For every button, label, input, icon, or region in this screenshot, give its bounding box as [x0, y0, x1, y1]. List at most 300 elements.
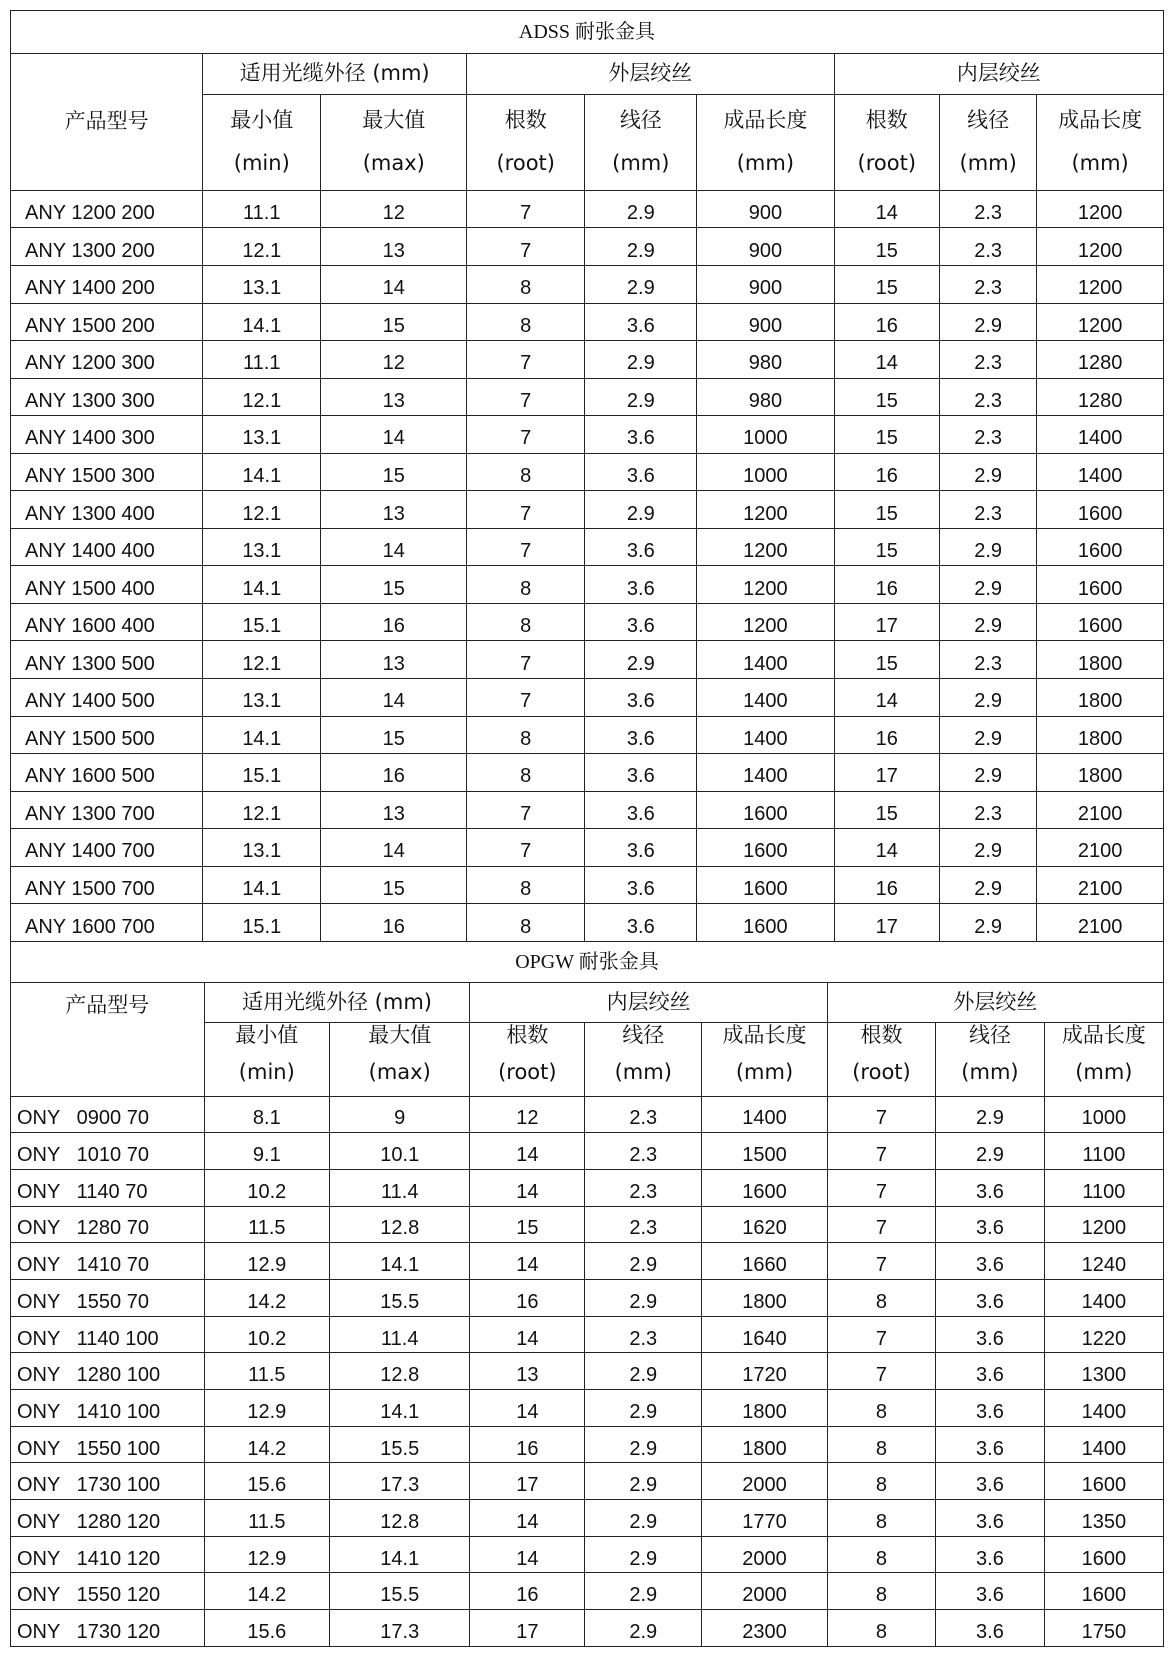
adss-cell-wire-b: 2.9 [940, 453, 1037, 491]
opgw-cell-count-b: 7 [827, 1353, 935, 1390]
opgw-cell-count-a: 17 [470, 1463, 585, 1500]
opgw-cell-model: ONY 1280 70 [11, 1206, 205, 1243]
opgw-inner-count-header: 根数 (root) [470, 1022, 585, 1096]
opgw-cell-count-a: 12 [470, 1096, 585, 1133]
spec-sheet [10, 10, 1164, 1647]
table-row [11, 1426, 1164, 1463]
adss-cell-count-b: 17 [834, 603, 940, 641]
adss-cell-wire-b: 2.3 [940, 341, 1037, 379]
adss-cell-length-b: 1400 [1037, 416, 1164, 454]
opgw-cell-min: 15.6 [204, 1610, 329, 1647]
opgw-cell-count-b: 8 [827, 1536, 935, 1573]
opgw-cell-count-b: 7 [827, 1133, 935, 1170]
opgw-cell-count-b: 8 [827, 1426, 935, 1463]
adss-cell-min: 14.1 [203, 453, 321, 491]
adss-cell-wire-a: 3.6 [585, 716, 697, 754]
opgw-cell-wire-a: 2.3 [585, 1169, 702, 1206]
opgw-cell-max: 15.5 [330, 1279, 470, 1316]
table-row [11, 1316, 1164, 1353]
opgw-cell-wire-a: 2.9 [585, 1426, 702, 1463]
adss-cell-length-b: 1800 [1037, 716, 1164, 754]
opgw-cell-max: 14.1 [330, 1243, 470, 1280]
adss-cell-min: 15.1 [203, 754, 321, 792]
opgw-cell-min: 12.9 [204, 1390, 329, 1427]
opgw-cell-count-a: 16 [470, 1573, 585, 1610]
adss-cell-count-b: 17 [834, 754, 940, 792]
table-row [11, 754, 1164, 792]
adss-cell-length-a: 1200 [697, 528, 834, 566]
opgw-cell-count-a: 14 [470, 1133, 585, 1170]
adss-cell-count-b: 15 [834, 528, 940, 566]
adss-cell-count-b: 15 [834, 491, 940, 529]
adss-cell-count-b: 14 [834, 829, 940, 867]
opgw-outer-wire-header: 线径 (mm) [936, 1022, 1044, 1096]
opgw-cell-length-b: 1600 [1044, 1463, 1163, 1500]
adss-cell-min: 12.1 [203, 641, 321, 679]
adss-cell-length-b: 2100 [1037, 829, 1164, 867]
adss-cell-wire-a: 3.6 [585, 603, 697, 641]
adss-cell-length-a: 900 [697, 228, 834, 266]
opgw-inner-wire-header: 线径 (mm) [585, 1022, 702, 1096]
adss-cell-model: ANY 1600 700 [11, 904, 203, 942]
opgw-cell-length-a: 2000 [702, 1573, 827, 1610]
opgw-cell-wire-b: 3.6 [936, 1169, 1044, 1206]
table-row [11, 603, 1164, 641]
opgw-cell-wire-a: 2.9 [585, 1279, 702, 1316]
opgw-outer-header: 外层绞丝 [827, 982, 1163, 1022]
adss-cell-wire-b: 2.9 [940, 528, 1037, 566]
opgw-cell-length-b: 1240 [1044, 1243, 1163, 1280]
adss-cell-length-b: 1600 [1037, 491, 1164, 529]
adss-cell-max: 14 [321, 416, 467, 454]
opgw-cell-length-a: 1400 [702, 1096, 827, 1133]
opgw-inner-length-header: 成品长度 (mm) [702, 1022, 827, 1096]
opgw-cell-wire-b: 3.6 [936, 1279, 1044, 1316]
adss-cell-model: ANY 1500 500 [11, 716, 203, 754]
adss-cell-wire-a: 2.9 [585, 341, 697, 379]
opgw-cell-wire-a: 2.9 [585, 1536, 702, 1573]
adss-outer-count-header: 根数 (root) [467, 94, 585, 190]
adss-cell-count-a: 8 [467, 566, 585, 604]
opgw-cell-min: 9.1 [204, 1133, 329, 1170]
opgw-cell-wire-b: 3.6 [936, 1536, 1044, 1573]
opgw-cell-count-a: 14 [470, 1316, 585, 1353]
opgw-cell-wire-a: 2.9 [585, 1573, 702, 1610]
table-row [11, 1096, 1164, 1133]
opgw-cell-wire-a: 2.9 [585, 1500, 702, 1537]
adss-cell-min: 14.1 [203, 303, 321, 341]
opgw-cell-count-b: 8 [827, 1463, 935, 1500]
opgw-max-header: 最大值 (max) [330, 1022, 470, 1096]
adss-cell-length-b: 1280 [1037, 341, 1164, 379]
table-row [11, 1206, 1164, 1243]
adss-cell-count-b: 16 [834, 866, 940, 904]
opgw-cell-model: ONY 1550 70 [11, 1279, 205, 1316]
opgw-cell-wire-a: 2.9 [585, 1353, 702, 1390]
table-row [11, 829, 1164, 867]
opgw-cell-max: 14.1 [330, 1536, 470, 1573]
table-row [11, 866, 1164, 904]
opgw-cell-length-a: 2000 [702, 1463, 827, 1500]
adss-cell-length-a: 1400 [697, 716, 834, 754]
adss-outer-wire-header: 线径 (mm) [585, 94, 697, 190]
adss-cell-length-b: 1800 [1037, 754, 1164, 792]
table-row [11, 1500, 1164, 1537]
adss-cell-max: 14 [321, 829, 467, 867]
opgw-cell-model: ONY 0900 70 [11, 1096, 205, 1133]
adss-cell-model: ANY 1500 300 [11, 453, 203, 491]
table-row [11, 1463, 1164, 1500]
adss-cell-model: ANY 1500 700 [11, 866, 203, 904]
table-row [11, 190, 1164, 228]
opgw-cell-wire-a: 2.3 [585, 1096, 702, 1133]
adss-cell-count-b: 16 [834, 453, 940, 491]
adss-cell-length-b: 2100 [1037, 791, 1164, 829]
opgw-cell-wire-b: 3.6 [936, 1353, 1044, 1390]
adss-cell-length-b: 1280 [1037, 378, 1164, 416]
adss-cell-wire-a: 3.6 [585, 866, 697, 904]
opgw-cell-wire-b: 3.6 [936, 1500, 1044, 1537]
adss-cell-min: 13.1 [203, 829, 321, 867]
adss-max-header: 最大值 (max) [321, 94, 467, 190]
adss-cell-wire-b: 2.3 [940, 416, 1037, 454]
table-row [11, 1169, 1164, 1206]
adss-cell-model: ANY 1300 300 [11, 378, 203, 416]
opgw-cell-wire-b: 3.6 [936, 1243, 1044, 1280]
adss-cell-max: 13 [321, 791, 467, 829]
adss-cell-model: ANY 1400 500 [11, 678, 203, 716]
adss-cell-wire-a: 2.9 [585, 190, 697, 228]
adss-cell-max: 15 [321, 866, 467, 904]
opgw-cell-wire-a: 2.9 [585, 1243, 702, 1280]
opgw-cell-max: 9 [330, 1096, 470, 1133]
adss-cell-length-a: 1200 [697, 603, 834, 641]
adss-cell-wire-a: 3.6 [585, 453, 697, 491]
opgw-cell-length-a: 2300 [702, 1610, 827, 1647]
adss-cell-wire-a: 3.6 [585, 904, 697, 942]
adss-outer-length-header: 成品长度 (mm) [697, 94, 834, 190]
adss-cell-min: 14.1 [203, 866, 321, 904]
opgw-cell-wire-a: 2.3 [585, 1133, 702, 1170]
adss-cell-length-a: 1000 [697, 416, 834, 454]
opgw-cell-length-a: 1500 [702, 1133, 827, 1170]
opgw-cell-min: 14.2 [204, 1279, 329, 1316]
adss-cell-wire-a: 2.9 [585, 641, 697, 679]
adss-cell-min: 13.1 [203, 416, 321, 454]
adss-cell-count-a: 7 [467, 491, 585, 529]
table-row [11, 378, 1164, 416]
adss-inner-length-header: 成品长度 (mm) [1037, 94, 1164, 190]
opgw-cell-count-a: 15 [470, 1206, 585, 1243]
table-row [11, 1610, 1164, 1647]
table-row [11, 453, 1164, 491]
adss-cell-length-a: 1400 [697, 754, 834, 792]
adss-cell-count-a: 7 [467, 641, 585, 679]
adss-cell-wire-a: 3.6 [585, 829, 697, 867]
adss-cell-count-a: 7 [467, 791, 585, 829]
opgw-cell-length-b: 1000 [1044, 1096, 1163, 1133]
opgw-cell-count-a: 14 [470, 1243, 585, 1280]
adss-cell-count-a: 8 [467, 904, 585, 942]
opgw-cell-min: 12.9 [204, 1243, 329, 1280]
opgw-cell-count-a: 16 [470, 1426, 585, 1463]
opgw-cell-model: ONY 1140 100 [11, 1316, 205, 1353]
adss-diameter-header: 适用光缆外径 (mm) [203, 53, 467, 94]
opgw-cell-model: ONY 1550 120 [11, 1573, 205, 1610]
adss-cell-max: 13 [321, 641, 467, 679]
opgw-cell-count-b: 7 [827, 1243, 935, 1280]
table-row [11, 791, 1164, 829]
adss-cell-length-a: 1600 [697, 866, 834, 904]
adss-cell-count-b: 16 [834, 716, 940, 754]
opgw-cell-model: ONY 1280 120 [11, 1500, 205, 1537]
table-row [11, 1133, 1164, 1170]
opgw-cell-min: 11.5 [204, 1500, 329, 1537]
table-row [11, 678, 1164, 716]
adss-cell-model: ANY 1200 200 [11, 190, 203, 228]
opgw-cell-length-a: 1800 [702, 1426, 827, 1463]
adss-cell-length-b: 1600 [1037, 603, 1164, 641]
adss-cell-max: 13 [321, 228, 467, 266]
opgw-cell-length-b: 1300 [1044, 1353, 1163, 1390]
opgw-cell-model: ONY 1410 120 [11, 1536, 205, 1573]
adss-cell-length-b: 1200 [1037, 228, 1164, 266]
adss-cell-max: 14 [321, 265, 467, 303]
opgw-cell-max: 17.3 [330, 1463, 470, 1500]
table-row [11, 1243, 1164, 1280]
adss-cell-wire-a: 3.6 [585, 754, 697, 792]
adss-table-title: ADSS 耐张金具 [11, 11, 1164, 54]
adss-cell-wire-a: 2.9 [585, 265, 697, 303]
adss-cell-model: ANY 1500 200 [11, 303, 203, 341]
opgw-cell-count-a: 17 [470, 1610, 585, 1647]
opgw-cell-model: ONY 1410 70 [11, 1243, 205, 1280]
opgw-cell-length-b: 1750 [1044, 1610, 1163, 1647]
opgw-cell-count-b: 7 [827, 1316, 935, 1353]
opgw-cell-length-a: 1800 [702, 1390, 827, 1427]
adss-cell-count-a: 8 [467, 603, 585, 641]
adss-cell-count-a: 7 [467, 829, 585, 867]
opgw-cell-wire-b: 2.9 [936, 1096, 1044, 1133]
adss-cell-min: 13.1 [203, 528, 321, 566]
opgw-cell-length-b: 1600 [1044, 1536, 1163, 1573]
opgw-cell-wire-b: 3.6 [936, 1573, 1044, 1610]
adss-cell-wire-b: 2.9 [940, 904, 1037, 942]
adss-outer-header: 外层绞丝 [467, 53, 834, 94]
opgw-cell-wire-a: 2.9 [585, 1390, 702, 1427]
adss-cell-count-a: 7 [467, 341, 585, 379]
adss-cell-wire-b: 2.3 [940, 378, 1037, 416]
adss-cell-wire-a: 3.6 [585, 303, 697, 341]
adss-cell-length-a: 1200 [697, 566, 834, 604]
opgw-cell-count-a: 13 [470, 1353, 585, 1390]
adss-cell-length-a: 900 [697, 190, 834, 228]
opgw-cell-length-b: 1600 [1044, 1573, 1163, 1610]
opgw-cell-length-a: 1770 [702, 1500, 827, 1537]
opgw-cell-max: 12.8 [330, 1206, 470, 1243]
adss-inner-header: 内层绞丝 [834, 53, 1163, 94]
opgw-cell-length-a: 1640 [702, 1316, 827, 1353]
adss-cell-wire-b: 2.9 [940, 603, 1037, 641]
opgw-cell-max: 11.4 [330, 1169, 470, 1206]
adss-cell-count-b: 14 [834, 341, 940, 379]
adss-cell-max: 16 [321, 754, 467, 792]
adss-inner-count-header: 根数 (root) [834, 94, 940, 190]
adss-cell-model: ANY 1300 400 [11, 491, 203, 529]
adss-cell-length-a: 1600 [697, 904, 834, 942]
opgw-cell-count-b: 8 [827, 1500, 935, 1537]
table-row [11, 1279, 1164, 1316]
opgw-cell-count-a: 14 [470, 1169, 585, 1206]
opgw-cell-length-a: 1660 [702, 1243, 827, 1280]
opgw-cell-length-a: 1720 [702, 1353, 827, 1390]
adss-cell-model: ANY 1400 700 [11, 829, 203, 867]
adss-cell-wire-a: 3.6 [585, 416, 697, 454]
adss-cell-min: 12.1 [203, 378, 321, 416]
opgw-cell-count-b: 8 [827, 1390, 935, 1427]
opgw-cell-count-b: 8 [827, 1610, 935, 1647]
adss-cell-length-b: 1600 [1037, 566, 1164, 604]
adss-cell-count-a: 7 [467, 190, 585, 228]
adss-cell-min: 15.1 [203, 603, 321, 641]
adss-cell-max: 13 [321, 491, 467, 529]
opgw-cell-length-a: 2000 [702, 1536, 827, 1573]
adss-cell-min: 13.1 [203, 678, 321, 716]
adss-cell-wire-b: 2.3 [940, 228, 1037, 266]
opgw-cell-wire-b: 3.6 [936, 1390, 1044, 1427]
table-row [11, 528, 1164, 566]
table-row [11, 716, 1164, 754]
adss-cell-min: 14.1 [203, 566, 321, 604]
opgw-cell-model: ONY 1010 70 [11, 1133, 205, 1170]
adss-cell-model: ANY 1200 300 [11, 341, 203, 379]
opgw-cell-wire-b: 2.9 [936, 1133, 1044, 1170]
adss-cell-wire-a: 2.9 [585, 378, 697, 416]
adss-cell-min: 13.1 [203, 265, 321, 303]
adss-cell-count-b: 15 [834, 416, 940, 454]
adss-cell-wire-b: 2.9 [940, 866, 1037, 904]
adss-inner-wire-header: 线径 (mm) [940, 94, 1037, 190]
adss-cell-count-b: 15 [834, 265, 940, 303]
opgw-cell-length-b: 1200 [1044, 1206, 1163, 1243]
adss-cell-length-a: 1200 [697, 491, 834, 529]
opgw-cell-model: ONY 1410 100 [11, 1390, 205, 1427]
adss-cell-wire-b: 2.9 [940, 566, 1037, 604]
adss-cell-length-a: 980 [697, 378, 834, 416]
adss-cell-count-a: 7 [467, 228, 585, 266]
opgw-cell-min: 14.2 [204, 1573, 329, 1610]
opgw-cell-min: 8.1 [204, 1096, 329, 1133]
adss-cell-length-a: 1000 [697, 453, 834, 491]
adss-cell-max: 12 [321, 341, 467, 379]
adss-cell-wire-a: 3.6 [585, 678, 697, 716]
adss-cell-count-a: 8 [467, 716, 585, 754]
opgw-cell-count-b: 7 [827, 1206, 935, 1243]
adss-cell-wire-b: 2.3 [940, 791, 1037, 829]
adss-cell-length-b: 1200 [1037, 190, 1164, 228]
adss-cell-model: ANY 1300 200 [11, 228, 203, 266]
adss-cell-count-b: 16 [834, 303, 940, 341]
adss-cell-wire-a: 2.9 [585, 228, 697, 266]
adss-cell-length-b: 1800 [1037, 678, 1164, 716]
adss-cell-count-a: 8 [467, 303, 585, 341]
table-row [11, 1536, 1164, 1573]
adss-cell-model: ANY 1500 400 [11, 566, 203, 604]
opgw-cell-wire-a: 2.9 [585, 1463, 702, 1500]
adss-cell-min: 11.1 [203, 190, 321, 228]
opgw-cell-length-a: 1620 [702, 1206, 827, 1243]
adss-cell-wire-b: 2.3 [940, 265, 1037, 303]
adss-cell-count-b: 16 [834, 566, 940, 604]
adss-cell-wire-b: 2.9 [940, 678, 1037, 716]
adss-cell-count-a: 8 [467, 265, 585, 303]
adss-cell-count-a: 8 [467, 866, 585, 904]
opgw-cell-count-b: 8 [827, 1573, 935, 1610]
opgw-cell-min: 10.2 [204, 1316, 329, 1353]
opgw-cell-model: ONY 1280 100 [11, 1353, 205, 1390]
opgw-cell-length-a: 1600 [702, 1169, 827, 1206]
adss-cell-max: 15 [321, 716, 467, 754]
opgw-cell-length-b: 1400 [1044, 1426, 1163, 1463]
adss-cell-max: 15 [321, 303, 467, 341]
adss-cell-count-b: 17 [834, 904, 940, 942]
opgw-cell-count-b: 8 [827, 1279, 935, 1316]
opgw-table-title: OPGW 耐张金具 [11, 942, 1164, 982]
adss-cell-length-a: 980 [697, 341, 834, 379]
adss-cell-length-a: 1400 [697, 641, 834, 679]
opgw-cell-count-a: 14 [470, 1500, 585, 1537]
adss-cell-wire-b: 2.9 [940, 716, 1037, 754]
opgw-cell-count-a: 16 [470, 1279, 585, 1316]
opgw-cell-max: 12.8 [330, 1500, 470, 1537]
adss-cell-wire-a: 2.9 [585, 491, 697, 529]
adss-cell-count-b: 14 [834, 190, 940, 228]
table-row [11, 265, 1164, 303]
adss-cell-count-b: 14 [834, 678, 940, 716]
adss-cell-length-a: 900 [697, 265, 834, 303]
opgw-cell-min: 11.5 [204, 1353, 329, 1390]
adss-cell-length-b: 1200 [1037, 303, 1164, 341]
adss-cell-model: ANY 1600 500 [11, 754, 203, 792]
adss-cell-length-a: 1400 [697, 678, 834, 716]
adss-min-header: 最小值 (min) [203, 94, 321, 190]
opgw-cell-length-b: 1220 [1044, 1316, 1163, 1353]
adss-cell-count-a: 8 [467, 453, 585, 491]
table-row [11, 1353, 1164, 1390]
opgw-table [10, 942, 1164, 1647]
opgw-cell-max: 12.8 [330, 1353, 470, 1390]
adss-cell-length-b: 1800 [1037, 641, 1164, 679]
adss-cell-length-b: 2100 [1037, 866, 1164, 904]
opgw-cell-max: 15.5 [330, 1426, 470, 1463]
adss-cell-wire-b: 2.9 [940, 829, 1037, 867]
opgw-min-header: 最小值 (min) [204, 1022, 329, 1096]
adss-cell-count-b: 15 [834, 791, 940, 829]
table-row [11, 303, 1164, 341]
opgw-cell-length-b: 1400 [1044, 1279, 1163, 1316]
adss-cell-min: 12.1 [203, 228, 321, 266]
adss-cell-model: ANY 1400 300 [11, 416, 203, 454]
adss-table [10, 10, 1164, 942]
adss-cell-min: 15.1 [203, 904, 321, 942]
opgw-cell-wire-b: 3.6 [936, 1316, 1044, 1353]
adss-cell-wire-a: 3.6 [585, 528, 697, 566]
adss-cell-model: ANY 1600 400 [11, 603, 203, 641]
opgw-cell-min: 11.5 [204, 1206, 329, 1243]
adss-table-body [11, 190, 1164, 941]
adss-cell-count-a: 7 [467, 678, 585, 716]
adss-cell-min: 14.1 [203, 716, 321, 754]
